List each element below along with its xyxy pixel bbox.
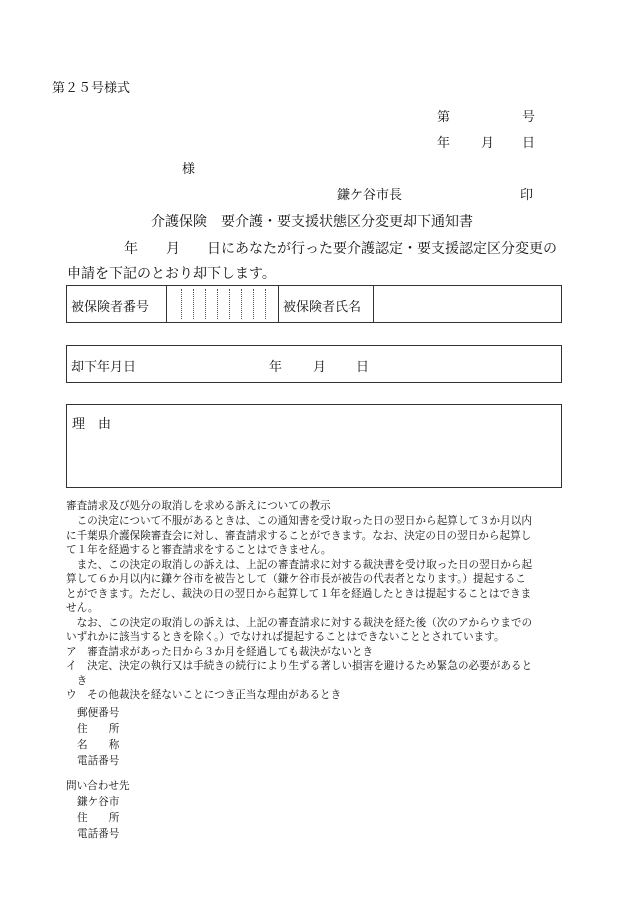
- insured-name-label: 被保険者氏名: [283, 300, 362, 315]
- office-phone-label: 電話番号: [77, 755, 120, 767]
- contact-org: 鎌ケ谷市: [77, 796, 120, 808]
- reason-label: 理 由: [72, 417, 112, 432]
- body-line1: 日にあなたが行った要介護認定・要支援認定区分変更の: [207, 241, 557, 257]
- form-number: 第２５号様式: [52, 81, 131, 96]
- rejection-date-label: 却下年月日: [71, 360, 137, 375]
- date-day: 日: [522, 136, 536, 151]
- body-line2: 申請を下記のとおり却下します。: [67, 266, 276, 282]
- notice-line: ア 審査請求があった日から３か月を経過しても裁決がないとき: [66, 645, 374, 658]
- reason-box: [66, 404, 562, 488]
- body-year: 年: [124, 241, 138, 257]
- notice-line: て１年を経過すると審査請求をすることはできません。: [66, 544, 332, 556]
- body-month: 月: [166, 241, 180, 257]
- notice-line: き: [66, 674, 88, 687]
- notice-line: いずれかに該当するときを除く。）でなければ提起することはできないこととされています。: [66, 631, 505, 643]
- office-address-label: 住 所: [77, 723, 120, 735]
- contact-heading: 問い合わせ先: [66, 780, 130, 792]
- document-title: 介護保険 要介護・要支援状態区分変更却下通知書: [151, 214, 473, 230]
- doc-number-prefix: 第: [437, 110, 451, 125]
- insured-name-field[interactable]: [374, 286, 560, 322]
- contact-address-label: 住 所: [77, 812, 120, 824]
- notice-line: とができます。ただし、裁決の日の翌日から起算して１年を経過したときは提起することはできま: [66, 587, 532, 600]
- notice-line: また、この決定の取消しの訴えは、上記の審査請求に対する裁決書を受け取った日の翌日から起: [66, 558, 533, 571]
- insured-info-box: [66, 285, 562, 323]
- office-name-label: 名 称: [77, 739, 120, 751]
- rejection-month: 月: [313, 360, 327, 375]
- date-month: 月: [481, 136, 495, 151]
- rejection-year: 年: [269, 360, 283, 375]
- doc-number-suffix: 号: [522, 110, 536, 125]
- notice-line: 算して６か月以内に鎌ケ谷市を被告として（鎌ケ谷市長が被告の代表者となります。）提起するこ: [66, 573, 526, 585]
- notice-line: ウ その他裁決を経ないことにつき正当な理由があるとき: [66, 689, 342, 701]
- contact-phone-label: 電話番号: [77, 828, 120, 840]
- issuer-name: 鎌ケ谷市長: [337, 188, 403, 203]
- rejection-day: 日: [356, 360, 370, 375]
- notice-line: せん。: [66, 602, 99, 614]
- notice-line: なお、この決定の取消しの訴えは、上記の審査請求に対する裁決を経た後（次のアからウまでの: [66, 616, 533, 629]
- seal-mark: 印: [520, 188, 534, 203]
- rejection-date-box: [66, 345, 562, 383]
- office-postal-label: 郵便番号: [77, 707, 120, 719]
- notice-line: イ 決定、決定の執行又は手続きの続行により生ずる著しい損害を避けるため緊急の必要があると: [66, 660, 533, 672]
- notice-heading: 審査請求及び処分の取消しを求める訴えについての教示: [66, 500, 331, 512]
- addressee-honorific: 様: [182, 162, 196, 177]
- insured-number-label: 被保険者番号: [71, 300, 150, 315]
- notice-line: に千葉県介護保険審査会に対し、審査請求することができます。なお、決定の日の翌日から起算し: [66, 529, 532, 542]
- date-year: 年: [437, 136, 451, 151]
- notice-line: この決定について不服があるときは、この通知書を受け取った日の翌日から起算して３か月以内: [66, 515, 532, 527]
